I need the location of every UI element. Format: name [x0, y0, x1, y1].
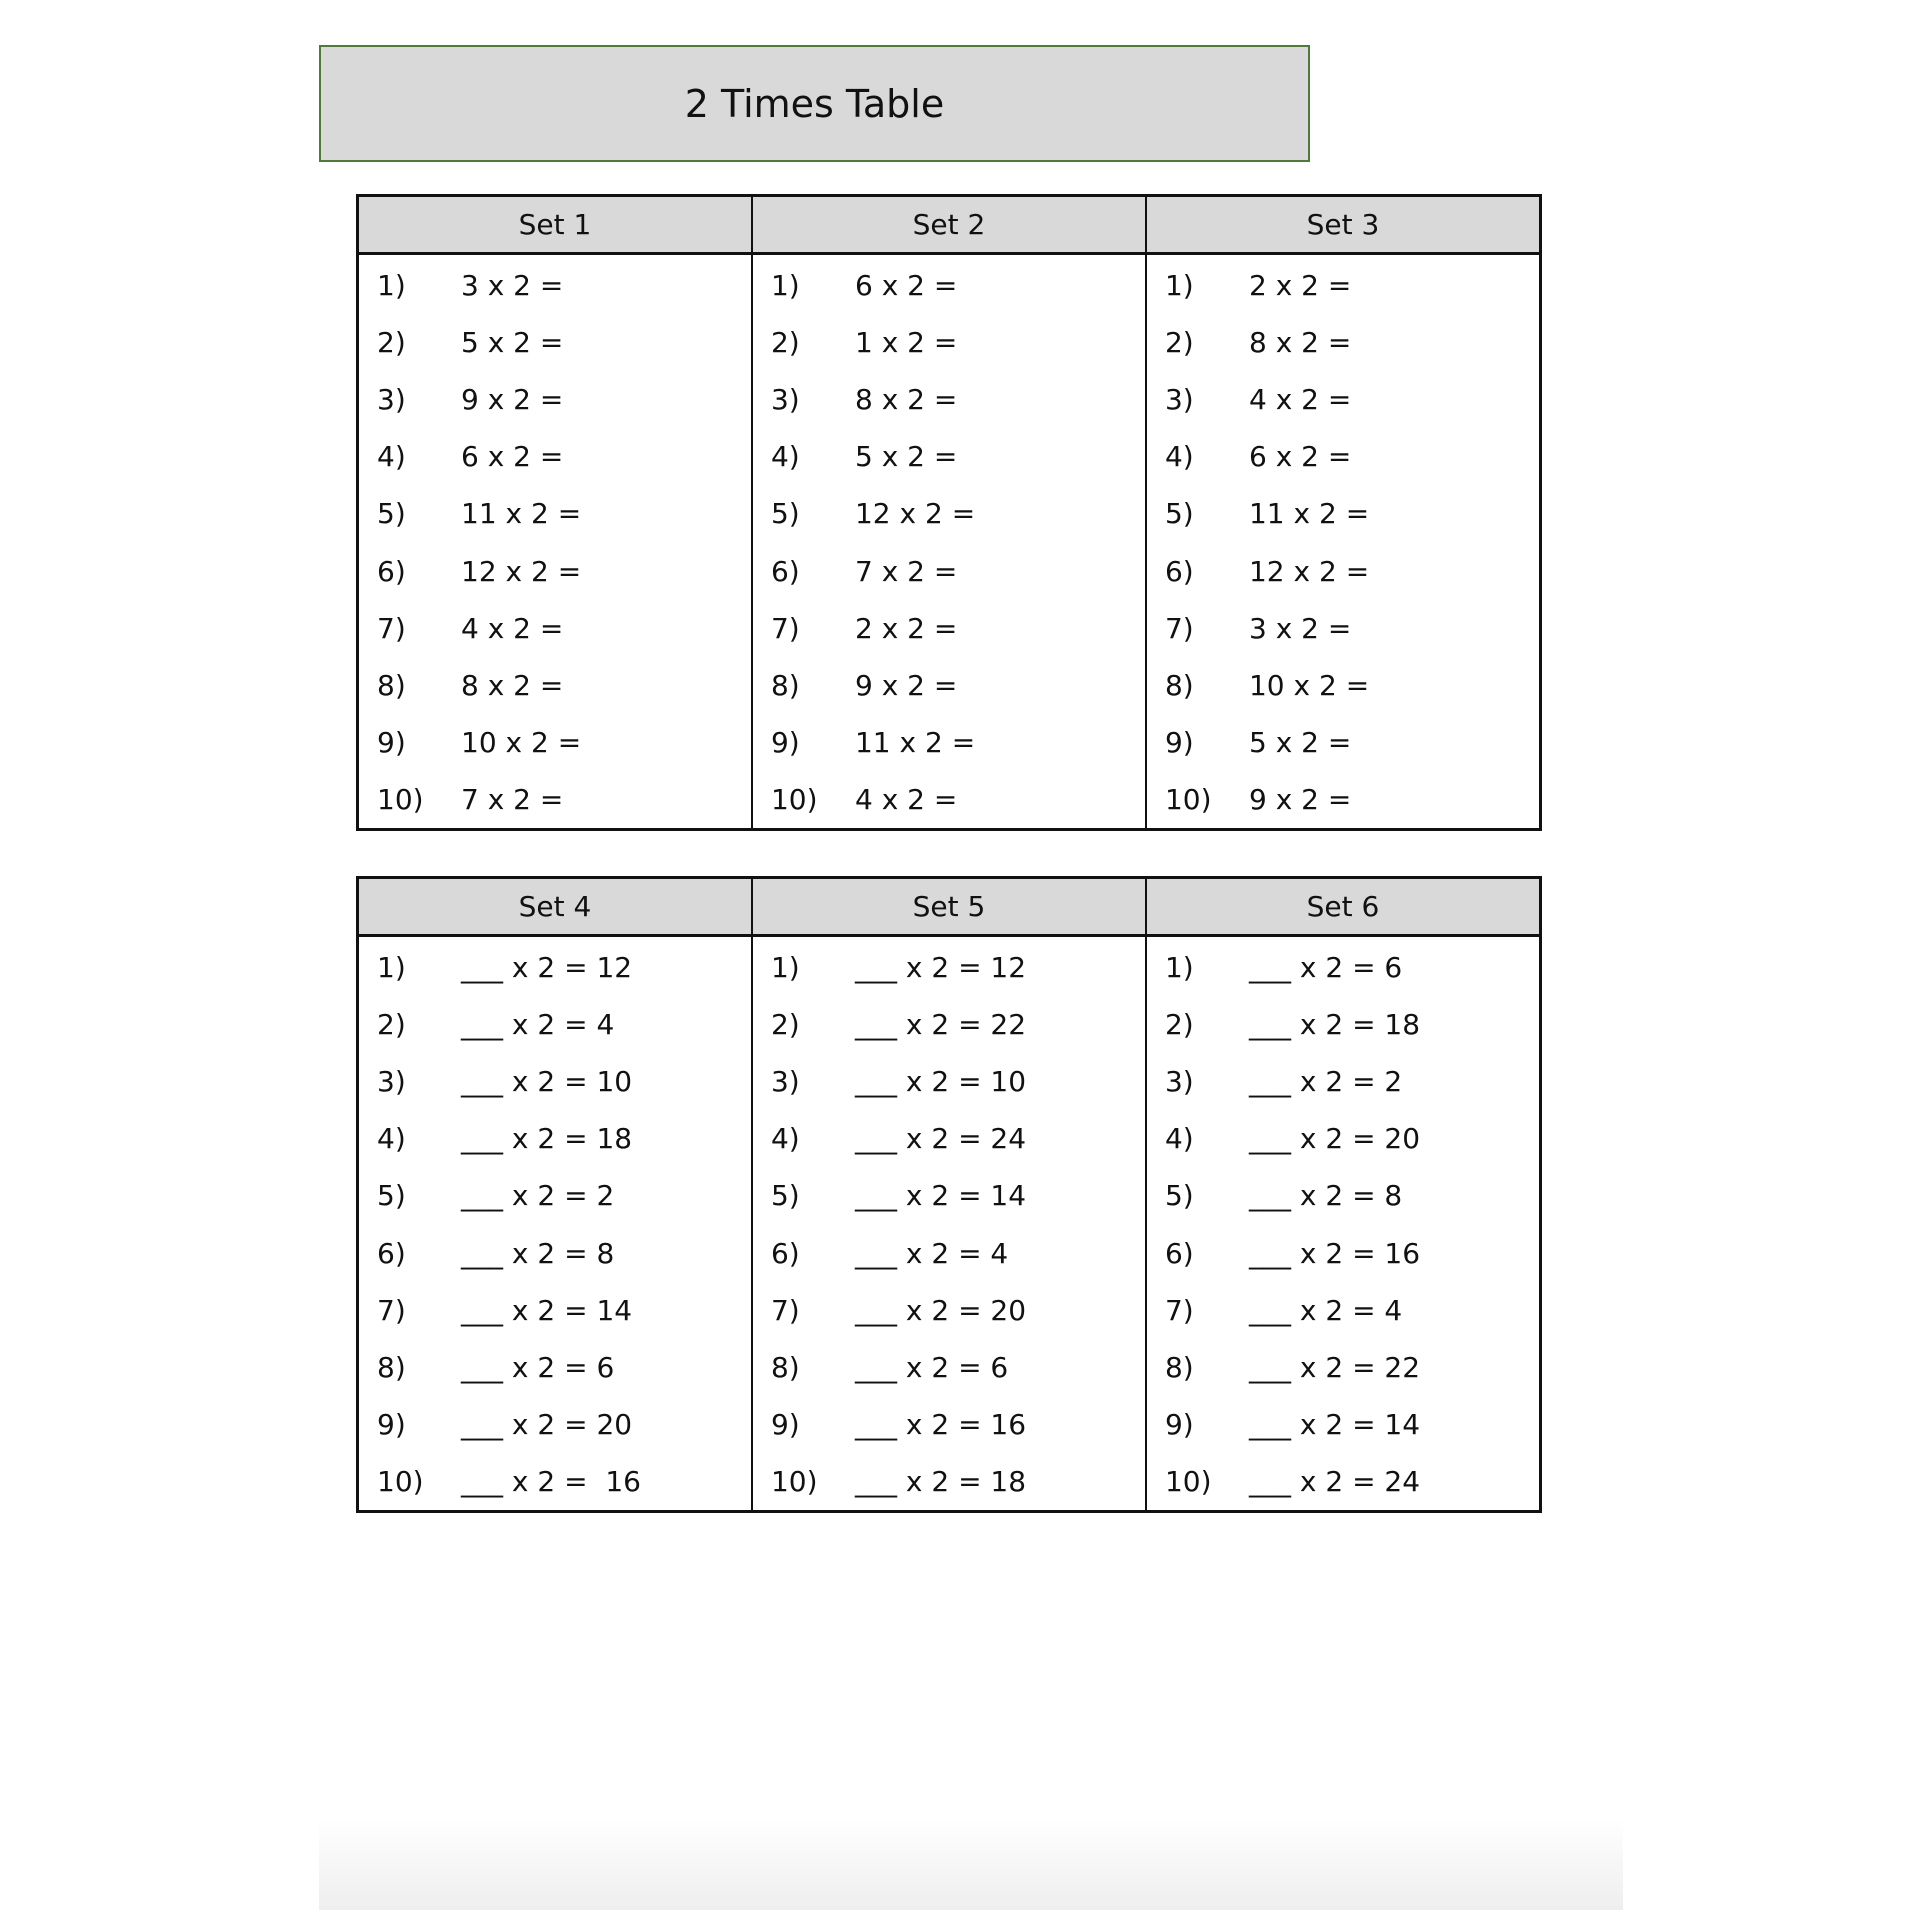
problem-number: 1)	[377, 951, 406, 985]
worksheet-title: 2 Times Table	[319, 45, 1310, 162]
problem-expression: 5 x 2 =	[854, 440, 958, 474]
problem-expression: 4 x 2 =	[1248, 383, 1352, 417]
problem-number: 2)	[377, 326, 406, 360]
problem-row	[1147, 314, 1539, 371]
table-body-row	[358, 254, 1541, 830]
problem-expression: 4 x 2 =	[461, 611, 564, 645]
problem-number: 5)	[1164, 1179, 1194, 1213]
problem-expression: ___ x 2 = 18	[854, 1464, 1027, 1498]
problem-number: 6)	[770, 554, 800, 588]
set-column	[358, 254, 752, 830]
problem-number: 9)	[1164, 725, 1194, 759]
problem-number: 8)	[1164, 668, 1194, 702]
problem-row	[753, 371, 1145, 428]
table-body-row	[358, 936, 1541, 1512]
problem-expression: ___ x 2 = 8	[1248, 1179, 1403, 1213]
page-bottom-fade	[319, 1818, 1623, 1910]
problem-number: 8)	[377, 1350, 406, 1384]
problem-row	[1147, 714, 1539, 771]
problem-number: 5)	[377, 497, 406, 531]
problem-number: 1)	[1164, 269, 1194, 303]
problem-expression: 10 x 2 =	[1248, 668, 1370, 702]
problem-number: 3)	[377, 383, 406, 417]
set-header: Set 5	[752, 878, 1146, 936]
problem-number: 9)	[770, 1407, 800, 1441]
problem-row	[359, 996, 751, 1053]
problem-expression: 9 x 2 =	[461, 383, 564, 417]
problem-expression: 1 x 2 =	[854, 326, 958, 360]
problem-row	[359, 428, 751, 485]
problem-row	[753, 1396, 1145, 1453]
problem-number: 3)	[770, 1065, 800, 1099]
problem-expression: 7 x 2 =	[854, 554, 958, 588]
problem-number: 9)	[770, 725, 800, 759]
problem-number: 2)	[1164, 326, 1194, 360]
problem-row	[359, 1167, 751, 1224]
problem-row	[1147, 771, 1539, 828]
problem-row	[1147, 600, 1539, 657]
problem-row	[753, 257, 1145, 314]
problem-row	[1147, 996, 1539, 1053]
problem-row	[359, 600, 751, 657]
problem-number: 5)	[770, 497, 800, 531]
problem-row	[1147, 1224, 1539, 1281]
problem-number: 10)	[770, 1464, 818, 1498]
problem-number: 2)	[770, 1008, 800, 1042]
problem-row	[1147, 485, 1539, 542]
problem-number: 6)	[1164, 554, 1194, 588]
problem-number: 5)	[377, 1179, 406, 1213]
problem-number: 5)	[1164, 497, 1194, 531]
problem-expression: ___ x 2 = 4	[1248, 1293, 1403, 1327]
problem-expression: 11 x 2 =	[854, 725, 976, 759]
problem-row	[753, 485, 1145, 542]
problem-expression: 8 x 2 =	[854, 383, 958, 417]
problem-expression: 8 x 2 =	[1248, 326, 1352, 360]
problem-number: 4)	[770, 440, 800, 474]
problem-row	[753, 1167, 1145, 1224]
problem-number: 6)	[377, 554, 406, 588]
problem-number: 3)	[1164, 383, 1194, 417]
problem-expression: ___ x 2 = 6	[461, 1350, 615, 1384]
problem-expression: ___ x 2 = 12	[854, 951, 1027, 985]
problem-row	[359, 485, 751, 542]
problem-expression: 3 x 2 =	[461, 269, 564, 303]
problem-row	[359, 1396, 751, 1453]
set-column	[752, 254, 1146, 830]
problem-row	[359, 1053, 751, 1110]
problem-number: 7)	[377, 1293, 406, 1327]
problem-row	[1147, 428, 1539, 485]
problem-row	[753, 1110, 1145, 1167]
problem-row	[1147, 371, 1539, 428]
problem-expression: ___ x 2 = 4	[461, 1008, 615, 1042]
problem-number: 8)	[377, 668, 406, 702]
problem-row	[753, 314, 1145, 371]
problem-row	[753, 1224, 1145, 1281]
problem-row	[359, 314, 751, 371]
problem-row	[359, 1110, 751, 1167]
problem-expression: ___ x 2 = 24	[854, 1122, 1027, 1156]
problem-row	[1147, 1453, 1539, 1510]
problem-row	[1147, 257, 1539, 314]
set-header: Set 3	[1146, 196, 1541, 254]
problem-number: 4)	[377, 1122, 406, 1156]
problem-expression: ___ x 2 = 20	[854, 1293, 1027, 1327]
problem-expression: 3 x 2 =	[1248, 611, 1352, 645]
problem-number: 1)	[770, 951, 800, 985]
problem-row	[753, 657, 1145, 714]
problem-expression: ___ x 2 = 6	[1248, 951, 1403, 985]
set-column	[752, 936, 1146, 1512]
problem-row	[753, 1339, 1145, 1396]
problem-row	[359, 939, 751, 996]
problem-expression: ___ x 2 = 14	[854, 1179, 1027, 1213]
problem-row	[753, 1053, 1145, 1110]
problem-row	[753, 996, 1145, 1053]
problem-number: 7)	[770, 1293, 800, 1327]
problem-row	[1147, 542, 1539, 599]
problem-number: 6)	[377, 1236, 406, 1270]
problem-row	[359, 371, 751, 428]
problem-number: 6)	[770, 1236, 800, 1270]
problem-number: 10)	[1164, 1464, 1212, 1498]
problem-row	[359, 657, 751, 714]
problem-expression: 6 x 2 =	[854, 269, 958, 303]
problem-expression: ___ x 2 = 22	[1248, 1350, 1421, 1384]
problem-row	[359, 771, 751, 828]
problem-expression: 8 x 2 =	[461, 668, 564, 702]
problem-expression: ___ x 2 = 6	[854, 1350, 1009, 1384]
problem-expression: 6 x 2 =	[461, 440, 564, 474]
problem-expression: ___ x 2 = 8	[461, 1236, 615, 1270]
problem-expression: 6 x 2 =	[1248, 440, 1352, 474]
problem-row	[359, 714, 751, 771]
problem-expression: 4 x 2 =	[854, 782, 958, 816]
problem-expression: ___ x 2 = 2	[461, 1179, 615, 1213]
set-header: Set 2	[752, 196, 1146, 254]
problem-number: 10)	[377, 1464, 424, 1498]
problem-number: 6)	[1164, 1236, 1194, 1270]
problem-expression: ___ x 2 = 16	[1248, 1236, 1421, 1270]
problem-number: 10)	[770, 782, 818, 816]
problem-expression: ___ x 2 = 18	[461, 1122, 633, 1156]
problem-table-bottom	[356, 876, 1542, 1513]
problem-number: 4)	[377, 440, 406, 474]
problem-row	[1147, 1110, 1539, 1167]
problem-expression: 11 x 2 =	[1248, 497, 1370, 531]
problem-number: 9)	[1164, 1407, 1194, 1441]
problem-number: 3)	[1164, 1065, 1194, 1099]
problem-expression: 10 x 2 =	[461, 725, 582, 759]
problem-number: 10)	[377, 782, 424, 816]
problem-row	[359, 1224, 751, 1281]
problem-row	[359, 542, 751, 599]
set-header: Set 4	[358, 878, 752, 936]
problem-expression: 7 x 2 =	[461, 782, 564, 816]
problem-number: 7)	[1164, 611, 1194, 645]
problem-expression: 12 x 2 =	[854, 497, 976, 531]
problem-number: 8)	[770, 1350, 800, 1384]
problem-expression: 5 x 2 =	[461, 326, 564, 360]
problem-row	[753, 1453, 1145, 1510]
set-column	[358, 936, 752, 1512]
problem-expression: 12 x 2 =	[1248, 554, 1370, 588]
problem-expression: ___ x 2 = 10	[854, 1065, 1027, 1099]
problem-expression: ___ x 2 = 16	[854, 1407, 1027, 1441]
problem-expression: ___ x 2 = 16	[461, 1464, 641, 1498]
problem-number: 4)	[1164, 440, 1194, 474]
problem-number: 5)	[770, 1179, 800, 1213]
problem-number: 1)	[377, 269, 406, 303]
problem-expression: 5 x 2 =	[1248, 725, 1352, 759]
problem-number: 4)	[1164, 1122, 1194, 1156]
problem-number: 2)	[1164, 1008, 1194, 1042]
problem-row	[359, 1339, 751, 1396]
problem-number: 4)	[770, 1122, 800, 1156]
problem-number: 7)	[377, 611, 406, 645]
problem-number: 3)	[770, 383, 800, 417]
problem-row	[753, 428, 1145, 485]
problem-row	[359, 1282, 751, 1339]
problem-number: 2)	[770, 326, 800, 360]
problem-number: 9)	[377, 1407, 406, 1441]
problem-expression: ___ x 2 = 2	[1248, 1065, 1403, 1099]
problem-number: 1)	[770, 269, 800, 303]
set-column	[1146, 254, 1541, 830]
problem-expression: ___ x 2 = 14	[1248, 1407, 1421, 1441]
problem-row	[753, 1282, 1145, 1339]
problem-row	[1147, 1339, 1539, 1396]
problem-number: 8)	[770, 668, 800, 702]
problem-row	[1147, 939, 1539, 996]
table-header-row	[358, 196, 1541, 254]
problem-number: 10)	[1164, 782, 1212, 816]
problem-row	[753, 600, 1145, 657]
problem-expression: ___ x 2 = 20	[461, 1407, 633, 1441]
problem-expression: ___ x 2 = 22	[854, 1008, 1027, 1042]
problem-row	[753, 939, 1145, 996]
set-column	[1146, 936, 1541, 1512]
problem-expression: ___ x 2 = 24	[1248, 1464, 1421, 1498]
problem-number: 7)	[770, 611, 800, 645]
problem-row	[1147, 1167, 1539, 1224]
problem-expression: ___ x 2 = 10	[461, 1065, 633, 1099]
problem-number: 9)	[377, 725, 406, 759]
problem-expression: 9 x 2 =	[854, 668, 958, 702]
problem-expression: ___ x 2 = 14	[461, 1293, 633, 1327]
problem-row	[753, 542, 1145, 599]
problem-number: 3)	[377, 1065, 406, 1099]
problem-expression: 2 x 2 =	[1248, 269, 1352, 303]
problem-row	[1147, 1282, 1539, 1339]
set-header: Set 1	[358, 196, 752, 254]
problem-row	[753, 714, 1145, 771]
problem-number: 2)	[377, 1008, 406, 1042]
problem-number: 7)	[1164, 1293, 1194, 1327]
problem-row	[1147, 1053, 1539, 1110]
problem-expression: ___ x 2 = 18	[1248, 1008, 1421, 1042]
problem-expression: ___ x 2 = 20	[1248, 1122, 1421, 1156]
problem-expression: ___ x 2 = 4	[854, 1236, 1009, 1270]
problem-expression: 12 x 2 =	[461, 554, 582, 588]
problem-expression: 11 x 2 =	[461, 497, 582, 531]
problem-expression: 9 x 2 =	[1248, 782, 1352, 816]
problem-row	[1147, 1396, 1539, 1453]
set-header: Set 6	[1146, 878, 1541, 936]
problem-expression: ___ x 2 = 12	[461, 951, 633, 985]
problem-number: 1)	[1164, 951, 1194, 985]
problem-row	[1147, 657, 1539, 714]
problem-expression: 2 x 2 =	[854, 611, 958, 645]
table-header-row	[358, 878, 1541, 936]
problem-number: 8)	[1164, 1350, 1194, 1384]
problem-table-top	[356, 194, 1542, 831]
problem-row	[359, 1453, 751, 1510]
problem-row	[359, 257, 751, 314]
problem-row	[753, 771, 1145, 828]
